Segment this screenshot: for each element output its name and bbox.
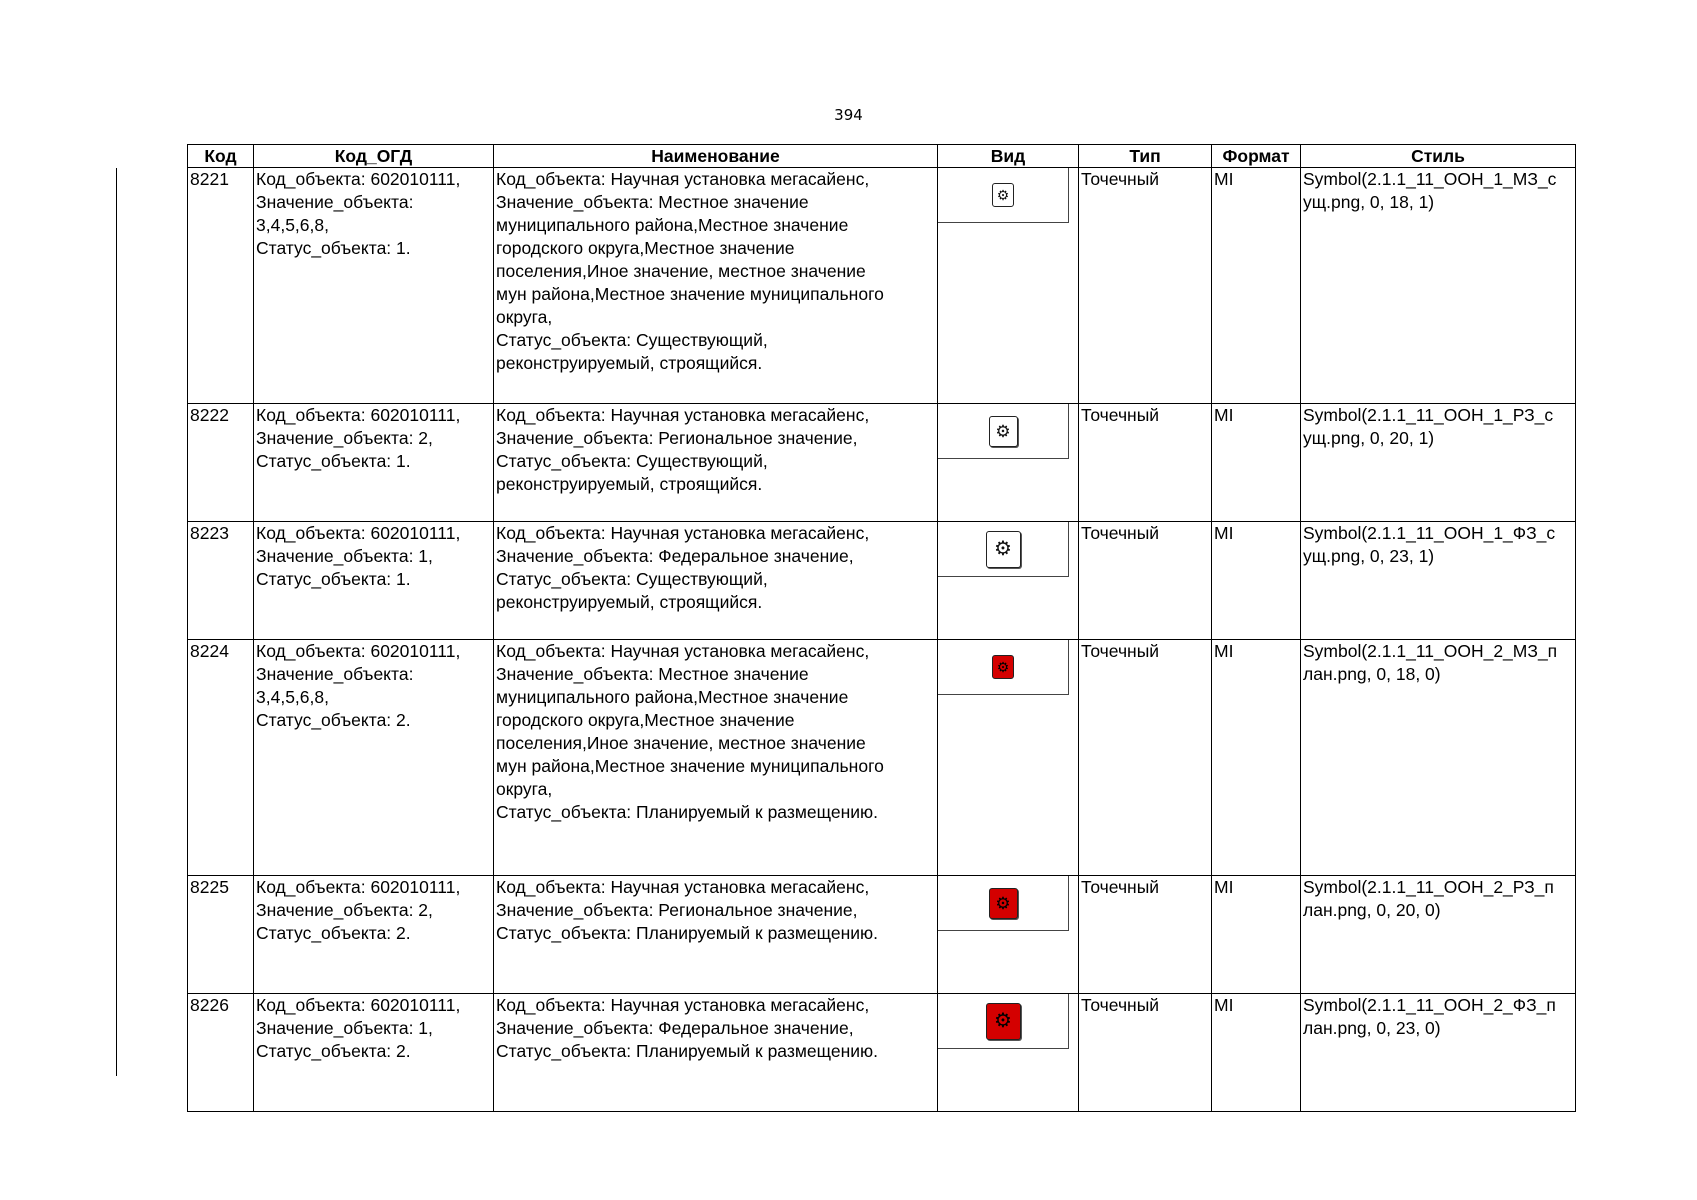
cell-text-line: Код_объекта: 602010111,	[256, 405, 461, 425]
cell-text-line: мун района,Местное значение муниципального	[496, 284, 884, 304]
cell-text-line: Symbol(2.1.1_11_ООН_1_МЗ_с	[1303, 169, 1557, 189]
table-row	[188, 522, 1576, 640]
cell-code	[188, 522, 254, 640]
cell-code	[188, 404, 254, 522]
cell-text-line: Код_объекта: Научная установка мегасайенс,	[496, 877, 870, 897]
cell-text-line: Код_объекта: 602010111,	[256, 641, 461, 661]
cell-text-line: Статус_объекта: Существующий,	[496, 330, 768, 350]
cell-code	[188, 640, 254, 876]
cell-text-line: Статус_объекта: 2.	[256, 1041, 411, 1061]
cell-text-line: Код_объекта: Научная установка мегасайенс,	[496, 405, 870, 425]
cell-format	[1212, 994, 1301, 1112]
cell-code-ogd	[254, 994, 494, 1112]
gear-in-square-icon: ⚙	[989, 416, 1018, 447]
cell-view	[938, 640, 1079, 876]
cell-text-line: Значение_объекта:	[256, 192, 414, 212]
symbol-swatch	[938, 994, 1069, 1049]
table-row	[188, 404, 1576, 522]
cell-text-line: Точечный	[1081, 995, 1160, 1015]
cell-text-line: ущ.png, 0, 23, 1)	[1303, 546, 1435, 566]
cell-text-line: Symbol(2.1.1_11_ООН_1_РЗ_с	[1303, 405, 1554, 425]
symbol-legend-table	[187, 144, 1576, 1112]
cell-format	[1212, 876, 1301, 994]
cell-text-line: поселения,Иное значение, местное значение	[496, 733, 866, 753]
cell-text-line: Статус_объекта: 1.	[256, 238, 411, 258]
cell-text-line: реконструируемый, строящийся.	[496, 353, 763, 373]
cell-text-line: Symbol(2.1.1_11_ООН_2_РЗ_п	[1303, 877, 1554, 897]
cell-name	[494, 994, 938, 1112]
cell-text-line: 3,4,5,6,8,	[256, 687, 329, 707]
gear-in-square-icon: ⚙	[992, 655, 1014, 679]
cell-code	[188, 876, 254, 994]
cell-style	[1301, 994, 1576, 1112]
cell-text-line: мун района,Местное значение муниципального	[496, 756, 884, 776]
cell-text-line: поселения,Иное значение, местное значение	[496, 261, 866, 281]
table-row	[188, 168, 1576, 404]
header-type: Тип	[1079, 145, 1212, 168]
cell-view	[938, 994, 1079, 1112]
cell-format	[1212, 404, 1301, 522]
cell-code-ogd	[254, 522, 494, 640]
cell-style	[1301, 168, 1576, 404]
page-number: 394	[834, 106, 863, 124]
cell-text-line: Точечный	[1081, 405, 1160, 425]
cell-text-line: Symbol(2.1.1_11_ООН_1_ФЗ_с	[1303, 523, 1556, 543]
table-row	[188, 876, 1576, 994]
cell-text-line: Статус_объекта: Существующий,	[496, 569, 768, 589]
table-row	[188, 640, 1576, 876]
cell-code-ogd	[254, 168, 494, 404]
cell-text-line: Код_объекта: 602010111,	[256, 169, 461, 189]
header-view: Вид	[938, 145, 1079, 168]
cell-text-line: Код_объекта: Научная установка мегасайенс,	[496, 169, 870, 189]
symbol-swatch	[938, 640, 1069, 695]
cell-style	[1301, 404, 1576, 522]
header-code-ogd: Код_ОГД	[254, 145, 494, 168]
cell-format	[1212, 168, 1301, 404]
cell-type	[1079, 876, 1212, 994]
cell-text-line: Точечный	[1081, 641, 1160, 661]
cell-view	[938, 168, 1079, 404]
cell-name	[494, 876, 938, 994]
gear-in-square-icon: ⚙	[986, 1003, 1021, 1040]
cell-text-line: Значение_объекта: 1,	[256, 1018, 433, 1038]
cell-text-line: 8226	[190, 995, 229, 1015]
cell-text-line: Код_объекта: 602010111,	[256, 877, 461, 897]
cell-text-line: Значение_объекта: Региональное значение,	[496, 428, 858, 448]
cell-text-line: Значение_объекта: 2,	[256, 900, 433, 920]
cell-text-line: MI	[1214, 169, 1234, 189]
cell-type	[1079, 168, 1212, 404]
gear-in-square-icon: ⚙	[992, 183, 1014, 207]
cell-text-line: 8222	[190, 405, 229, 425]
cell-text-line: 8225	[190, 877, 229, 897]
cell-text-line: лан.png, 0, 20, 0)	[1303, 900, 1441, 920]
cell-text-line: Значение_объекта: Местное значение	[496, 192, 809, 212]
header-name: Наименование	[494, 145, 938, 168]
cell-text-line: Код_объекта: Научная установка мегасайенс,	[496, 641, 870, 661]
cell-text-line: лан.png, 0, 18, 0)	[1303, 664, 1441, 684]
cell-text-line: реконструируемый, строящийся.	[496, 474, 763, 494]
cell-text-line: MI	[1214, 995, 1234, 1015]
cell-text-line: городского округа,Местное значение	[496, 238, 795, 258]
cell-code	[188, 994, 254, 1112]
cell-text-line: MI	[1214, 405, 1234, 425]
gear-in-square-icon: ⚙	[989, 888, 1018, 919]
cell-text-line: Значение_объекта: Федеральное значение,	[496, 1018, 854, 1038]
header-style: Стиль	[1301, 145, 1576, 168]
cell-text-line: округа,	[496, 779, 553, 799]
cell-text-line: 8223	[190, 523, 229, 543]
cell-text-line: Статус_объекта: Существующий,	[496, 451, 768, 471]
cell-type	[1079, 994, 1212, 1112]
cell-view	[938, 404, 1079, 522]
cell-text-line: Symbol(2.1.1_11_ООН_2_ФЗ_п	[1303, 995, 1556, 1015]
cell-text-line: Статус_объекта: 1.	[256, 569, 411, 589]
cell-code-ogd	[254, 404, 494, 522]
cell-text-line: Точечный	[1081, 877, 1160, 897]
cell-code-ogd	[254, 640, 494, 876]
cell-text-line: Код_объекта: 602010111,	[256, 995, 461, 1015]
cell-name	[494, 640, 938, 876]
cell-text-line: Статус_объекта: 2.	[256, 923, 411, 943]
header-row	[188, 145, 1576, 168]
cell-name	[494, 522, 938, 640]
cell-text-line: Значение_объекта:	[256, 664, 414, 684]
cell-format	[1212, 640, 1301, 876]
cell-text-line: Значение_объекта: Региональное значение,	[496, 900, 858, 920]
cell-text-line: Код_объекта: 602010111,	[256, 523, 461, 543]
cell-text-line: MI	[1214, 877, 1234, 897]
cell-text-line: Статус_объекта: Планируемый к размещению.	[496, 923, 878, 943]
cell-text-line: Точечный	[1081, 523, 1160, 543]
margin-line	[116, 168, 117, 1076]
cell-style	[1301, 640, 1576, 876]
cell-code	[188, 168, 254, 404]
cell-text-line: ущ.png, 0, 18, 1)	[1303, 192, 1435, 212]
cell-text-line: Symbol(2.1.1_11_ООН_2_МЗ_п	[1303, 641, 1558, 661]
table-body	[188, 168, 1576, 1112]
symbol-swatch	[938, 168, 1069, 223]
cell-text-line: MI	[1214, 641, 1234, 661]
cell-text-line: 3,4,5,6,8,	[256, 215, 329, 235]
cell-name	[494, 168, 938, 404]
symbol-swatch	[938, 404, 1069, 459]
cell-text-line: реконструируемый, строящийся.	[496, 592, 763, 612]
cell-format	[1212, 522, 1301, 640]
cell-text-line: Код_объекта: Научная установка мегасайенс,	[496, 995, 870, 1015]
cell-text-line: Код_объекта: Научная установка мегасайенс,	[496, 523, 870, 543]
cell-view	[938, 522, 1079, 640]
cell-text-line: муниципального района,Местное значение	[496, 215, 849, 235]
header-code: Код	[188, 145, 254, 168]
cell-text-line: муниципального района,Местное значение	[496, 687, 849, 707]
gear-in-square-icon: ⚙	[986, 531, 1021, 568]
cell-text-line: 8224	[190, 641, 229, 661]
cell-code-ogd	[254, 876, 494, 994]
cell-text-line: Точечный	[1081, 169, 1160, 189]
cell-type	[1079, 404, 1212, 522]
cell-text-line: Статус_объекта: 1.	[256, 451, 411, 471]
cell-type	[1079, 640, 1212, 876]
cell-name	[494, 404, 938, 522]
cell-text-line: MI	[1214, 523, 1234, 543]
cell-text-line: Статус_объекта: 2.	[256, 710, 411, 730]
symbol-swatch	[938, 876, 1069, 931]
cell-text-line: Значение_объекта: Местное значение	[496, 664, 809, 684]
header-format: Формат	[1212, 145, 1301, 168]
cell-text-line: ущ.png, 0, 20, 1)	[1303, 428, 1435, 448]
cell-text-line: округа,	[496, 307, 553, 327]
cell-text-line: городского округа,Местное значение	[496, 710, 795, 730]
cell-text-line: Значение_объекта: Федеральное значение,	[496, 546, 854, 566]
cell-text-line: Статус_объекта: Планируемый к размещению.	[496, 802, 878, 822]
cell-type	[1079, 522, 1212, 640]
cell-text-line: Статус_объекта: Планируемый к размещению.	[496, 1041, 878, 1061]
table-row	[188, 994, 1576, 1112]
cell-style	[1301, 876, 1576, 994]
cell-style	[1301, 522, 1576, 640]
cell-text-line: лан.png, 0, 23, 0)	[1303, 1018, 1441, 1038]
cell-text-line: Значение_объекта: 1,	[256, 546, 433, 566]
symbol-swatch	[938, 522, 1069, 577]
cell-view	[938, 876, 1079, 994]
cell-text-line: Значение_объекта: 2,	[256, 428, 433, 448]
cell-text-line: 8221	[190, 169, 229, 189]
